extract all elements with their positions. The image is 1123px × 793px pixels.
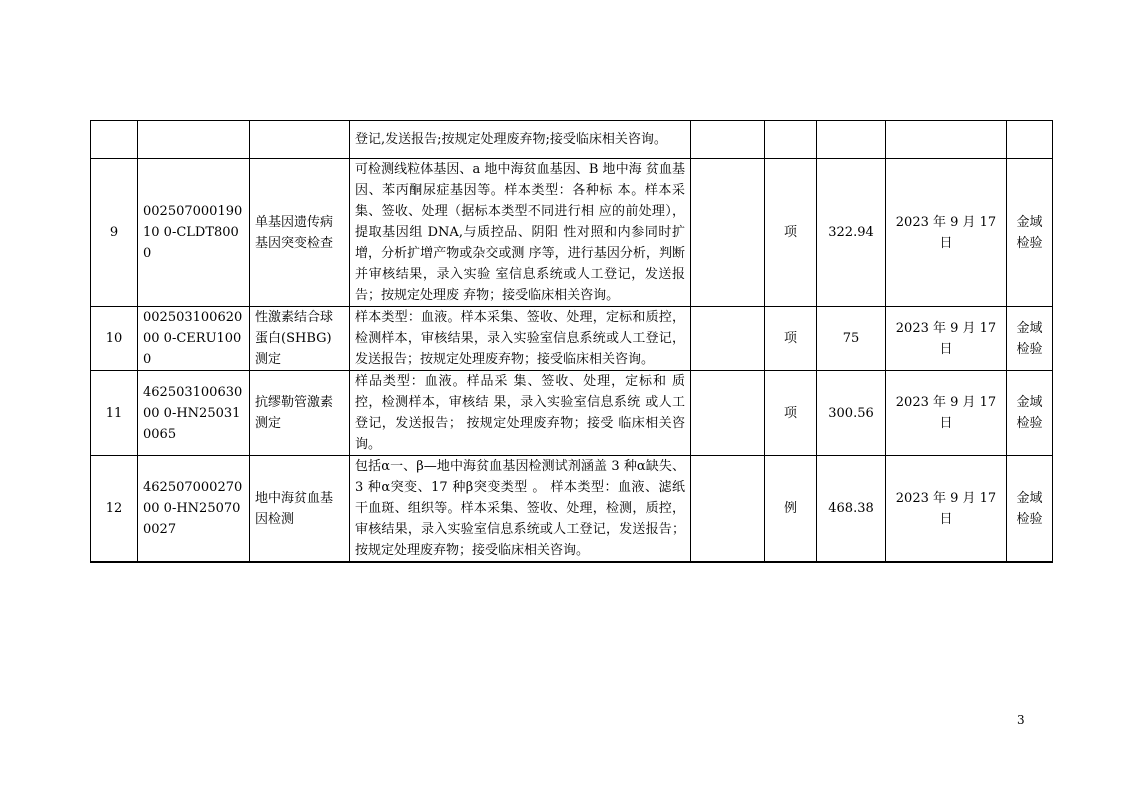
item-code-cell: 00250700019010 0-CLDT8000 — [138, 159, 250, 307]
item-content-cell: 包括α一、β—地中海贫血基因检测试剂涵盖 3 种α缺失、3 种α突变、17 种β突变类型 。 样本类型：血液、滤纸干血斑、组织等。样本采集、签收、处理，检测，质控，审核结果，录入实验室信息系统或人工登记，发送报告；按规定处理废弃物；接受临床相关咨询。 — [350, 456, 691, 563]
item-name-cell: 地中海贫血基因检测 — [250, 456, 350, 563]
table-row — [91, 159, 1053, 307]
executor-cell: 金域检验 — [1007, 307, 1053, 371]
item-content-cell: 样品类型：血液。样品采 集、签收、处理，定标和 质控，检测样本，审核结 果，录入实验室信息系统 或人工登记，发送报告； 按规定处理废弃物；接受 临床相关咨询。 — [350, 371, 691, 456]
table-row — [91, 456, 1053, 563]
row-number-cell: 9 — [91, 159, 138, 307]
row-number-cell — [91, 121, 138, 159]
price-cell: 75 — [817, 307, 886, 371]
price-cell: 300.56 — [817, 371, 886, 456]
page-number: 3 — [1017, 713, 1025, 727]
unit-cell — [765, 121, 817, 159]
row-number-cell: 11 — [91, 371, 138, 456]
row-number-cell: 12 — [91, 456, 138, 563]
item-code-cell: 46250700027000 0-HN250700027 — [138, 456, 250, 563]
item-code-cell — [138, 121, 250, 159]
date-cell: 2023 年 9 月 17 日 — [886, 371, 1007, 456]
date-cell: 2023 年 9 月 17 日 — [886, 456, 1007, 563]
price-cell: 468.38 — [817, 456, 886, 563]
date-cell: 2023 年 9 月 17 日 — [886, 159, 1007, 307]
date-cell: 2023 年 9 月 17 日 — [886, 307, 1007, 371]
item-content-cell: 可检测线粒体基因、a 地中海贫血基因、B 地中海 贫血基因、苯丙酮尿症基因等。样本类型：各种标 本。样本采集、签收、处理（据标本类型不同进行相 应的前处理），提取基因组 DNA,与质控品、阴阳 性对照和内参同时扩增，分析扩增产物或杂交或测 序等，进行基因分析，判断并审核结果，录入实验 室信息系统或人工登记，发送报告；按规定处理废 弃物；接受临床相关咨询。 — [350, 159, 691, 307]
table-row — [91, 307, 1053, 371]
item-code-cell: 46250310063000 0-HN250310065 — [138, 371, 250, 456]
exclusion-cell — [691, 159, 765, 307]
row-number-cell: 10 — [91, 307, 138, 371]
price-cell — [817, 121, 886, 159]
exclusion-cell — [691, 456, 765, 563]
executor-cell — [1007, 121, 1053, 159]
executor-cell: 金域检验 — [1007, 456, 1053, 563]
table-row — [91, 371, 1053, 456]
unit-cell: 项 — [765, 371, 817, 456]
exclusion-cell — [691, 121, 765, 159]
unit-cell: 项 — [765, 307, 817, 371]
price-cell: 322.94 — [817, 159, 886, 307]
table-row — [91, 121, 1053, 159]
item-code-cell: 00250310062000 0-CERU1000 — [138, 307, 250, 371]
exclusion-cell — [691, 307, 765, 371]
item-name-cell — [250, 121, 350, 159]
date-cell — [886, 121, 1007, 159]
price-table — [90, 120, 1053, 563]
item-content-cell: 登记,发送报告;按规定处理废弃物;接受临床相关咨询。 — [350, 121, 691, 159]
item-name-cell: 抗缪勒管激素测定 — [250, 371, 350, 456]
unit-cell: 项 — [765, 159, 817, 307]
executor-cell: 金域检验 — [1007, 371, 1053, 456]
item-name-cell: 性激素结合球蛋白(SHBG)测定 — [250, 307, 350, 371]
item-name-cell: 单基因遗传病基因突变检查 — [250, 159, 350, 307]
item-content-cell: 样本类型：血液。样本采集、签收、处理，定标和质控，检测样本，审核结果，录入实验室信息系统或人工登记，发送报告；按规定处理废弃物；接受临床相关咨询。 — [350, 307, 691, 371]
unit-cell: 例 — [765, 456, 817, 563]
executor-cell: 金域检验 — [1007, 159, 1053, 307]
exclusion-cell — [691, 371, 765, 456]
